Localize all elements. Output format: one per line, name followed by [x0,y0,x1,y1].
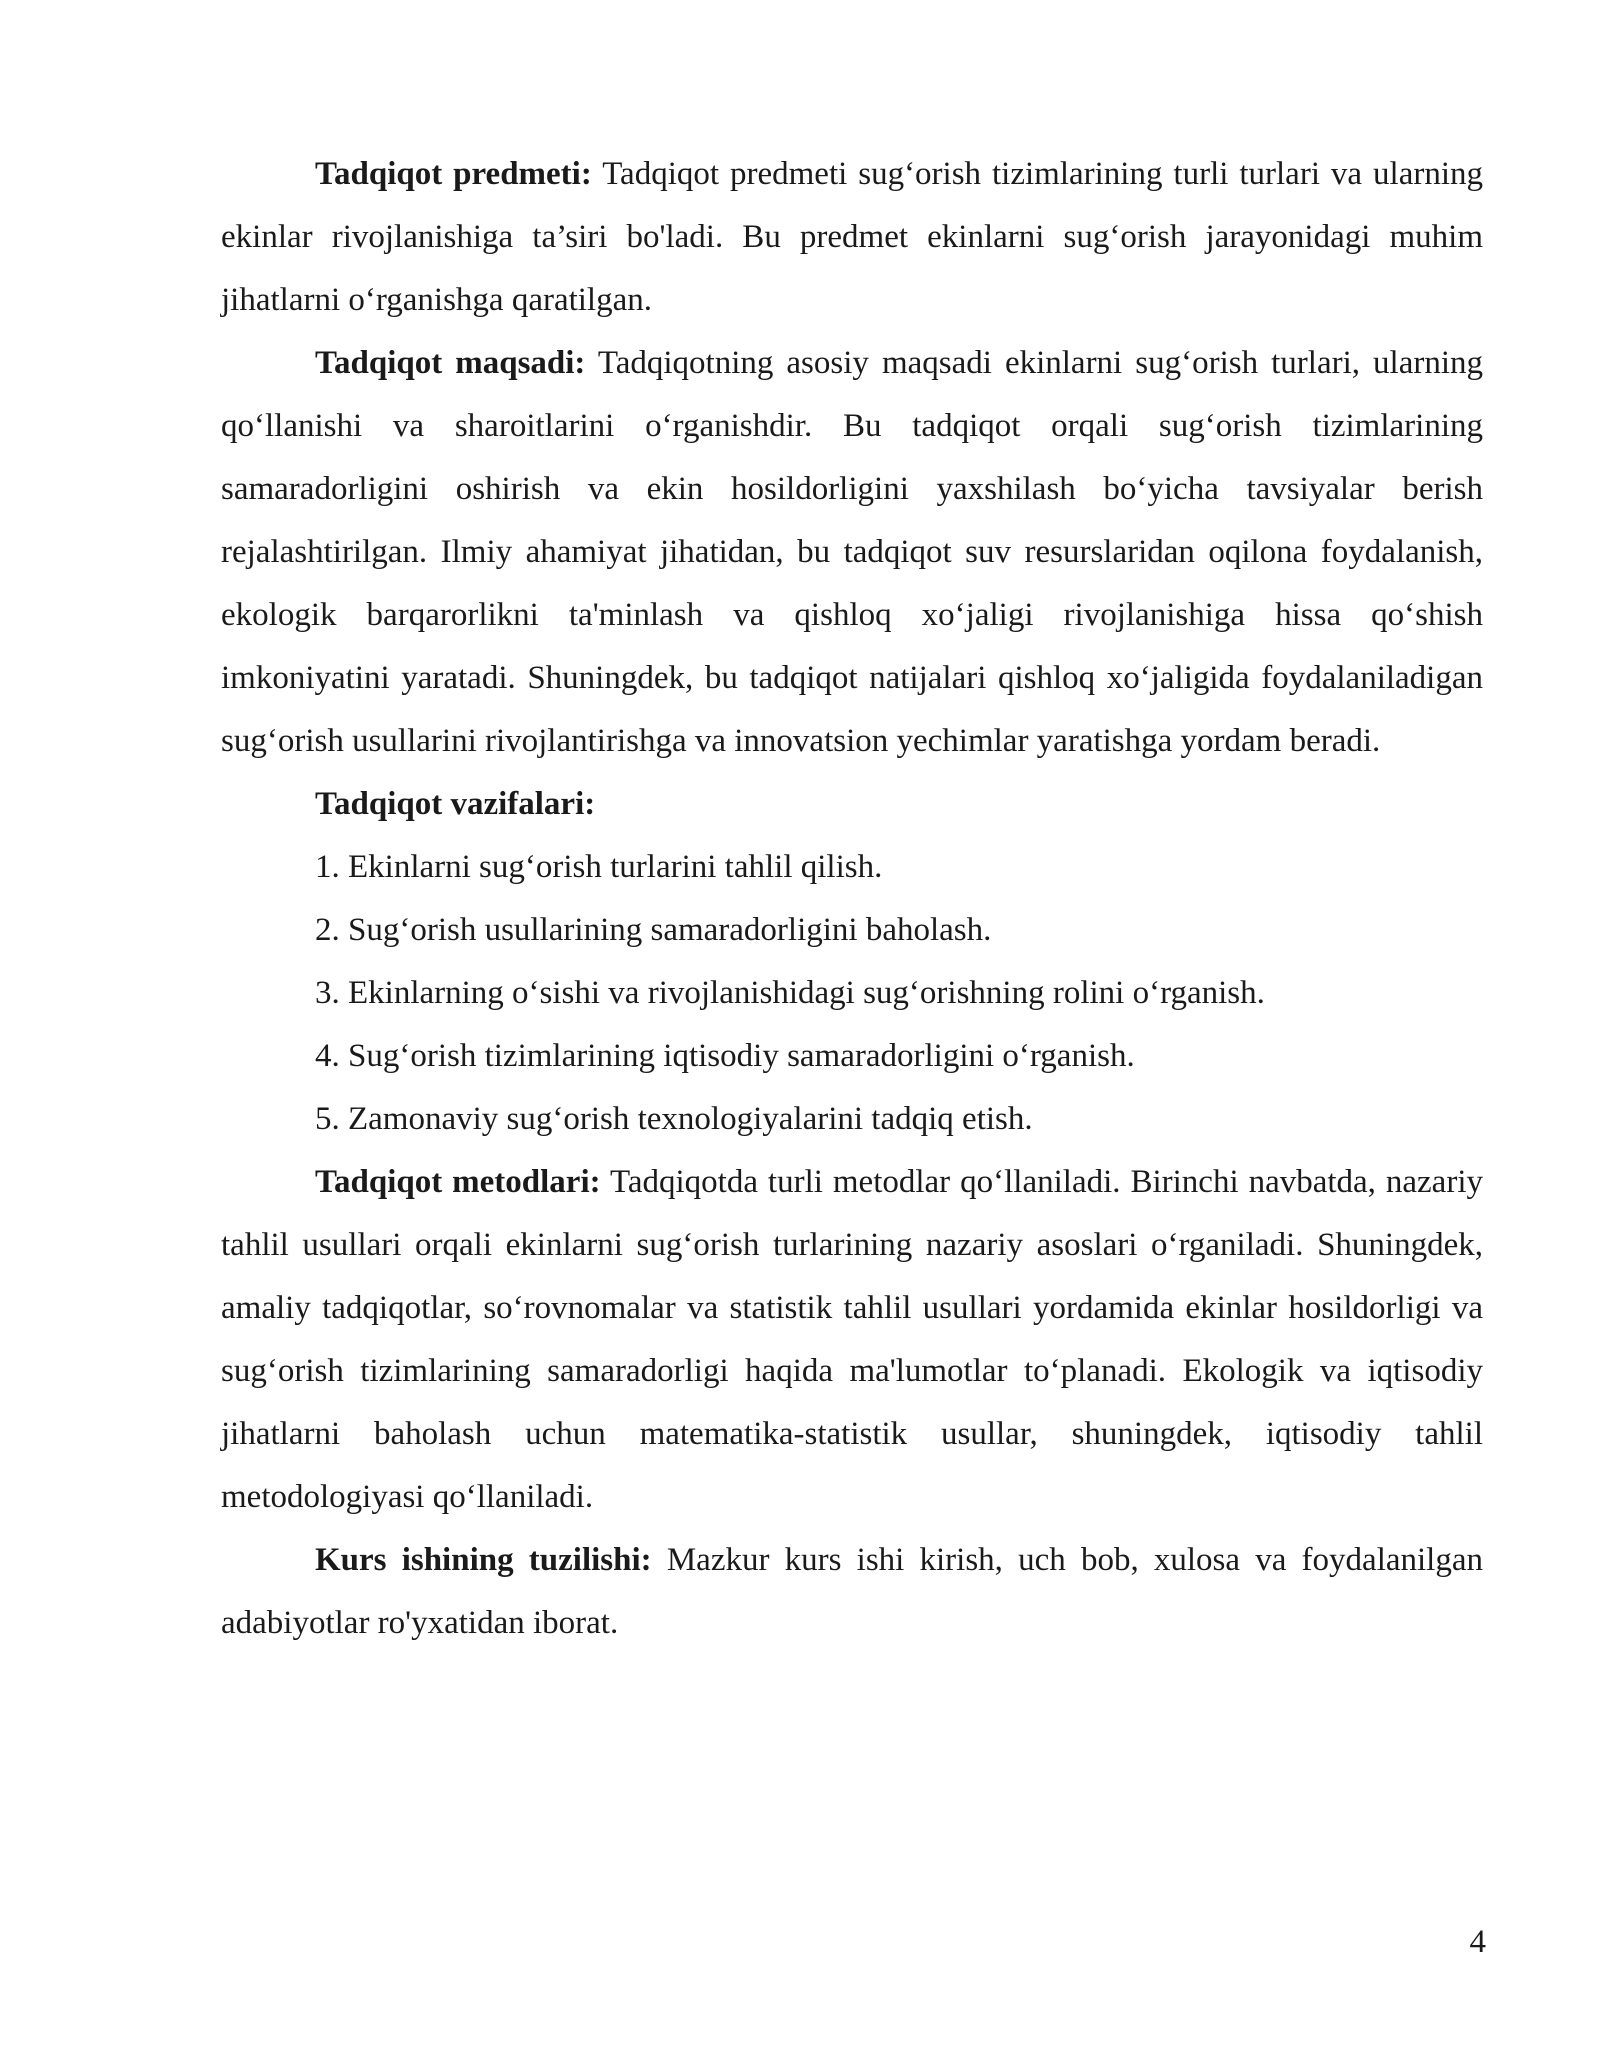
research-subject-text: Tadqiqot predmeti sug‘orish tizimlarining turli turlari va ularning ekinlar rivojlanishiga ta’siri bo'ladi. Bu predmet ekinlarni sug‘orish jarayonidagi muhim jihatlarni o‘rganishga qaratilgan. [221,156,1484,318]
paragraph-research-goal [221,332,1483,773]
research-tasks-list [221,836,1483,1151]
list-item: 5. Zamonaviy sug‘orish texnologiyalarini tadqiq etish. [315,1101,1033,1137]
paragraph-course-structure [221,1529,1483,1655]
research-goal-label: Tadqiqot maqsadi: [315,345,586,381]
research-tasks-heading: Tadqiqot vazifalari: [315,786,596,822]
paragraph-research-subject [221,143,1483,332]
list-item: 3. Ekinlarning o‘sishi va rivojlanishidagi sug‘orishning rolini o‘rganish. [315,975,1265,1011]
list-item: 2. Sug‘orish usullarining samaradorligini baholash. [315,912,992,948]
research-methods-text: Tadqiqotda turli metodlar qo‘llaniladi. Birinchi navbatda, nazariy tahlil usullari orqali ekinlarni sug‘orish turlarining nazariy asoslari o‘rganiladi. Shuningdek, amaliy tadqiqotlar, so‘rovnomalar va statistik tahlil usullari yordamida ekinlar hosildorligi va sug‘orish tizimlarining samaradorligi haqida ma'lumotlar to‘planadi. Ekologik va iqtisodiy jihatlarni baholash uchun matematika-statistik usullar, shuningdek, iqtisodiy tahlil metodologiyasi qo‘llaniladi. [221,1164,1483,1515]
course-structure-text: Mazkur kurs ishi kirish, uch bob, xulosa va foydalanilgan adabiyotlar ro'yxatidan iborat. [221,1542,1483,1641]
research-subject-label: Tadqiqot predmeti: [315,156,592,192]
page-number: 4 [1469,1924,1486,1960]
research-goal-text: Tadqiqotning asosiy maqsadi ekinlarni sug‘orish turlari, ularning qo‘llanishi va sharoitlarini o‘rganishdir. Bu tadqiqot orqali sug‘orish tizimlarining samaradorligini oshirish va ekin hosildorligini yaxshilash bo‘yicha tavsiyalar berish rejalashtirilgan. Ilmiy ahamiyat jihatidan, bu tadqiqot suv resurslaridan oqilona foydalanish, ekologik barqarorlikni ta'minlash va qishloq xo‘jaligi rivojlanishiga hissa qo‘shish imkoniyatini yaratadi. Shuningdek, bu tadqiqot natijalari qishloq xo‘jaligida foydalaniladigan sug‘orish usullarini rivojlantirishga va innovatsion yechimlar yaratishga yordam beradi. [221,345,1484,759]
list-item: 1. Ekinlarni sug‘orish turlarini tahlil qilish. [315,849,883,885]
list-item: 4. Sug‘orish tizimlarining iqtisodiy samaradorligini o‘rganish. [315,1038,1135,1074]
course-structure-label: Kurs ishining tuzilishi: [315,1542,652,1578]
paragraph-research-methods [221,1151,1483,1529]
document-page [221,143,1483,1655]
research-methods-label: Tadqiqot metodlari: [315,1164,601,1200]
